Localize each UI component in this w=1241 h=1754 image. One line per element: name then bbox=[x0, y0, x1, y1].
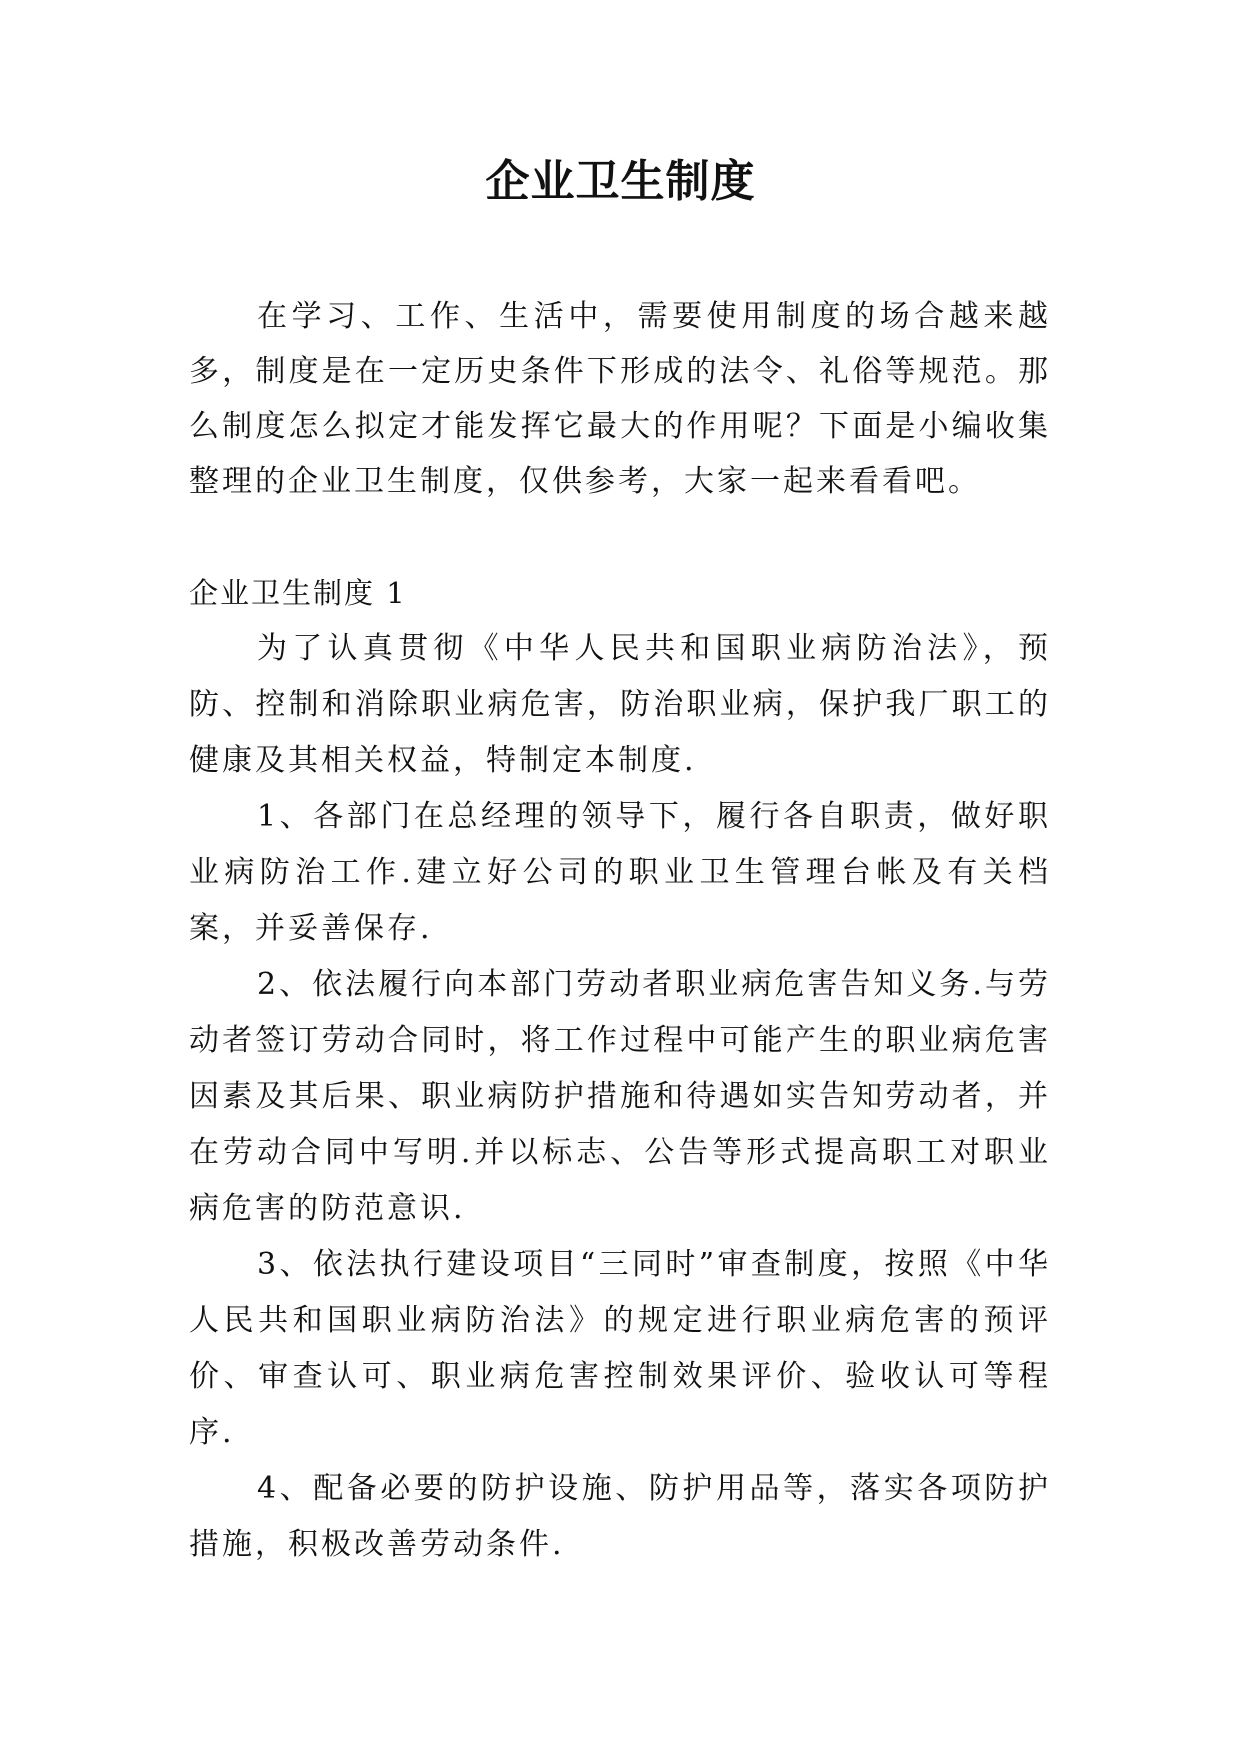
section-paragraph-item-4: 4、配备必要的防护设施、防护用品等，落实各项防护措施，积极改善劳动条件. bbox=[189, 1471, 1051, 1562]
document-title: 企业卫生制度 bbox=[485, 156, 756, 207]
section-paragraph-item-2: 2、依法履行向本部门劳动者职业病危害告知义务.与劳动者签订劳动合同时，将工作过程中可能产生的职业病危害因素及其后果、职业病防护措施和待遇如实告知劳动者，并在劳动合同中写明.并以标志、公告等形式提高职工对职业病危害的防范意识. bbox=[189, 967, 1051, 1226]
intro-paragraph: 在学习、工作、生活中，需要使用制度的场合越来越多，制度是在一定历史条件下形成的法令、礼俗等规范。那么制度怎么拟定才能发挥它最大的作用呢？下面是小编收集整理的企业卫生制度，仅供参考，大家一起来看看吧。 bbox=[189, 299, 1051, 499]
section-paragraph-purpose: 为了认真贯彻《中华人民共和国职业病防治法》，预防、控制和消除职业病危害，防治职业病，保护我厂职工的健康及其相关权益，特制定本制度. bbox=[189, 631, 1051, 778]
section-paragraph-item-3: 3、依法执行建设项目“三同时”审查制度，按照《中华人民共和国职业病防治法》的规定进行职业病危害的预评价、审查认可、职业病危害控制效果评价、验收认可等程序. bbox=[189, 1247, 1051, 1450]
section-paragraph-item-1: 1、各部门在总经理的领导下，履行各自职责，做好职业病防治工作.建立好公司的职业卫生管理台帐及有关档案，并妥善保存. bbox=[189, 799, 1051, 946]
document-body bbox=[189, 289, 1051, 1573]
section-heading: 企业卫生制度 1 bbox=[189, 576, 407, 610]
